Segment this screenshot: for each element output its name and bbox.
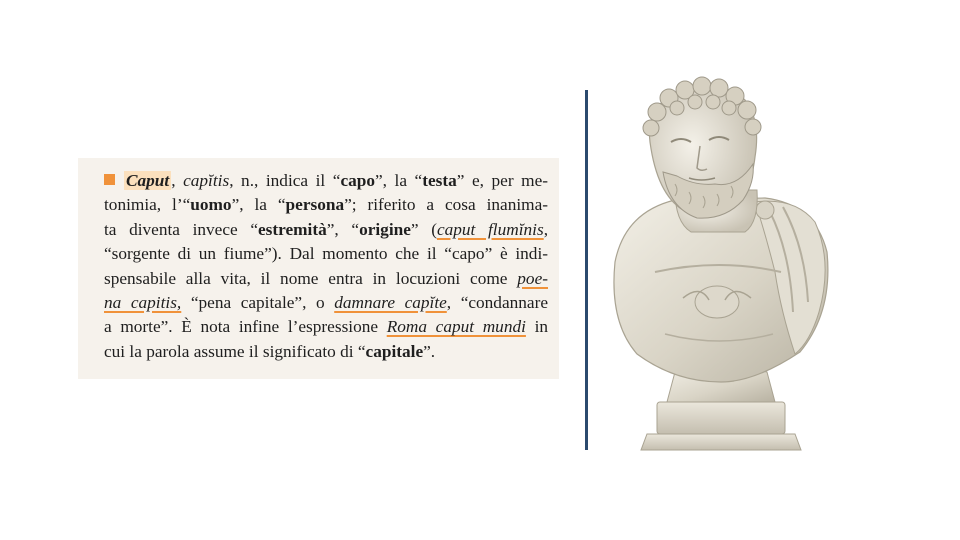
- key-term: persona: [285, 195, 345, 215]
- text-run: in: [525, 317, 549, 337]
- latin-phrase: na capitis,: [104, 292, 182, 312]
- key-term: uomo: [190, 195, 232, 215]
- text-run: ”; riferito a cosa inanima-: [344, 195, 549, 215]
- roman-bust-image: [605, 72, 835, 467]
- key-term: capitale: [365, 341, 424, 361]
- latin-phrase: damnare capĭte: [334, 292, 447, 312]
- text-run: , n., indica il “: [229, 171, 341, 190]
- definition-text-box: [78, 158, 559, 379]
- text-run: ”, “: [326, 219, 360, 239]
- text-run: ” (: [410, 219, 437, 239]
- key-term: capo: [340, 171, 376, 190]
- text-run: capĭtis: [183, 171, 230, 190]
- text-line: [104, 267, 548, 291]
- text-line: [104, 242, 548, 266]
- latin-phrase: caput flumĭnis: [436, 219, 544, 239]
- text-run: ta diventa invece “: [104, 219, 258, 239]
- text-line: [104, 169, 548, 193]
- text-run: a morte”. È nota infine l’espressione: [104, 317, 387, 337]
- key-term: origine: [359, 219, 411, 239]
- text-run: spensabile alla vita, il nome entra in locuzioni come: [104, 268, 518, 288]
- vertical-divider: [585, 90, 588, 450]
- key-term: testa: [422, 171, 457, 190]
- latin-phrase: Roma caput mundi: [386, 317, 526, 337]
- text-run: ”, la “: [375, 171, 423, 190]
- key-term: estremità: [257, 219, 327, 239]
- text-line: [104, 340, 548, 364]
- text-run: “pena capitale”, o: [181, 292, 335, 312]
- text-run: ”.: [423, 341, 436, 361]
- text-run: “sorgente di un fiume”). Dal momento che il “capo” è indi-: [104, 244, 548, 264]
- text-line: [104, 193, 548, 217]
- text-line: [104, 315, 548, 339]
- text-line: [104, 218, 548, 242]
- text-run: ,: [543, 219, 549, 239]
- latin-phrase: poe-: [517, 268, 548, 288]
- key-term: Caput: [126, 171, 170, 190]
- text-run: tonimia, l’“: [104, 195, 191, 215]
- square-bullet-icon: [104, 174, 115, 185]
- text-run: cui la parola assume il significato di “: [104, 341, 366, 361]
- text-run: ,: [171, 171, 184, 190]
- text-run: ”, la “: [231, 195, 286, 215]
- text-run: ” e, per me-: [456, 171, 548, 190]
- text-run: , “condannare: [446, 292, 548, 312]
- text-line: [104, 291, 548, 315]
